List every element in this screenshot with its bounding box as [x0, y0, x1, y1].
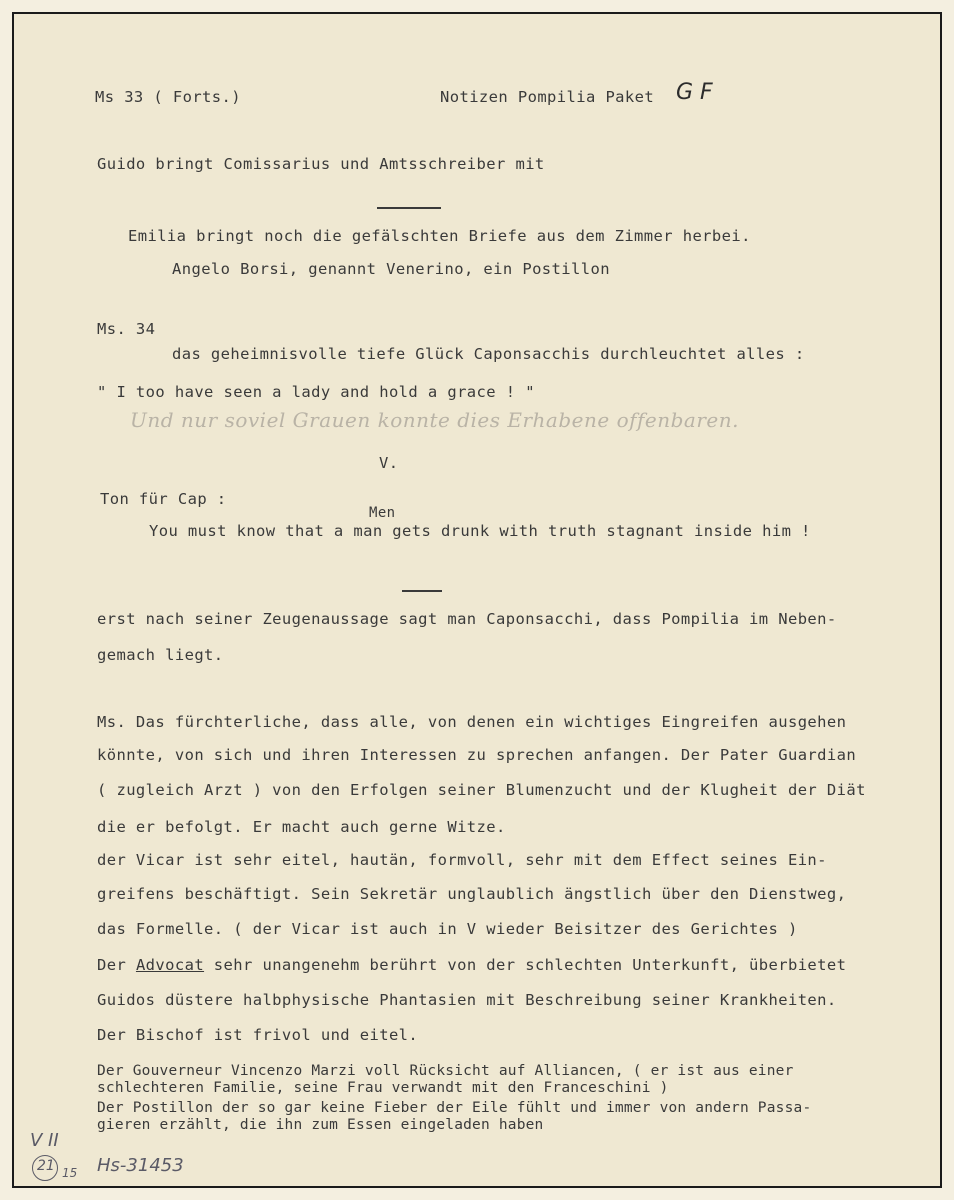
para-line-1: Ms. Das fürchterliche, dass alle, von denen ein wichtiges Eingreifen ausgehen	[97, 713, 847, 731]
line-you-must-know: You must know that a man gets drunk with truth stagnant inside him !	[149, 522, 811, 540]
header-handwritten-mark: G F	[676, 80, 713, 105]
handwritten-pencil-note: Und nur soviel Grauen konnte dies Erhabene offenbaren.	[130, 408, 739, 432]
para-line-14: gieren erzählt, die ihn zum Essen eingeladen haben	[97, 1117, 544, 1133]
archive-roman-numeral: V II	[30, 1130, 59, 1151]
line-glueck: das geheimnisvolle tiefe Glück Caponsacchis durchleuchtet alles :	[172, 345, 805, 363]
para-line-2: könnte, von sich und ihren Interessen zu sprechen anfangen. Der Pater Guardian	[97, 746, 857, 764]
header-left: Ms 33 ( Forts.)	[95, 88, 241, 106]
para-line-8-start: Der	[97, 956, 127, 974]
line-guido: Guido bringt Comissarius und Amtsschreiber mit	[97, 155, 545, 173]
para-line-9: Guidos düstere halbphysische Phantasien mit Beschreibung seiner Krankheiten.	[97, 991, 837, 1009]
line-ton-fuer-cap: Ton für Cap :	[100, 490, 227, 508]
section-v: V.	[379, 454, 399, 472]
line-zeugenaussage: erst nach seiner Zeugenaussage sagt man Caponsacchi, dass Pompilia im Neben-	[97, 610, 837, 628]
para-line-5: der Vicar ist sehr eitel, hautän, formvoll, sehr mit dem Effect seines Ein-	[97, 851, 827, 869]
para-line-8	[97, 956, 846, 974]
document-page	[12, 12, 942, 1188]
archive-subnumber: 15	[62, 1166, 78, 1180]
header-right: Notizen Pompilia Paket	[440, 88, 655, 106]
para-line-7: das Formelle. ( der Vicar ist auch in V wieder Beisitzer des Gerichtes )	[97, 920, 798, 938]
para-line-8-rest: sehr unangenehm berührt von der schlechten Unterkunft, überbietet	[213, 956, 847, 974]
para-line-3: ( zugleich Arzt ) von den Erfolgen seiner Blumenzucht und der Klugheit der Diät	[97, 781, 866, 799]
line-emilia: Emilia bringt noch die gefälschten Briefe aus dem Zimmer herbei.	[128, 227, 751, 245]
para-line-13: Der Postillon der so gar keine Fieber der Eile fühlt und immer von andern Passa-	[97, 1100, 812, 1116]
line-quote: " I too have seen a lady and hold a grace ! "	[97, 383, 535, 401]
archive-number: 21	[37, 1158, 55, 1174]
line-ms34: Ms. 34	[97, 320, 156, 338]
line-men-insert: Men	[369, 505, 396, 521]
para-line-10: Der Bischof ist frivol und eitel.	[97, 1026, 419, 1044]
line-gemach: gemach liegt.	[97, 646, 224, 664]
advocat-underlined: Advocat	[135, 956, 205, 974]
divider-2	[402, 590, 442, 592]
para-line-4: die er befolgt. Er macht auch gerne Witze.	[97, 818, 506, 836]
para-line-12: schlechteren Familie, seine Frau verwandt mit den Franceschini )	[97, 1080, 669, 1096]
para-line-6: greifens beschäftigt. Sein Sekretär unglaublich ängstlich über den Dienstweg,	[97, 885, 847, 903]
divider-1	[377, 207, 441, 209]
archive-signature: Hs-31453	[97, 1155, 184, 1176]
line-angelo: Angelo Borsi, genannt Venerino, ein Postillon	[172, 260, 610, 278]
para-line-11: Der Gouverneur Vincenzo Marzi voll Rücksicht auf Alliancen, ( er ist aus einer	[97, 1063, 794, 1079]
